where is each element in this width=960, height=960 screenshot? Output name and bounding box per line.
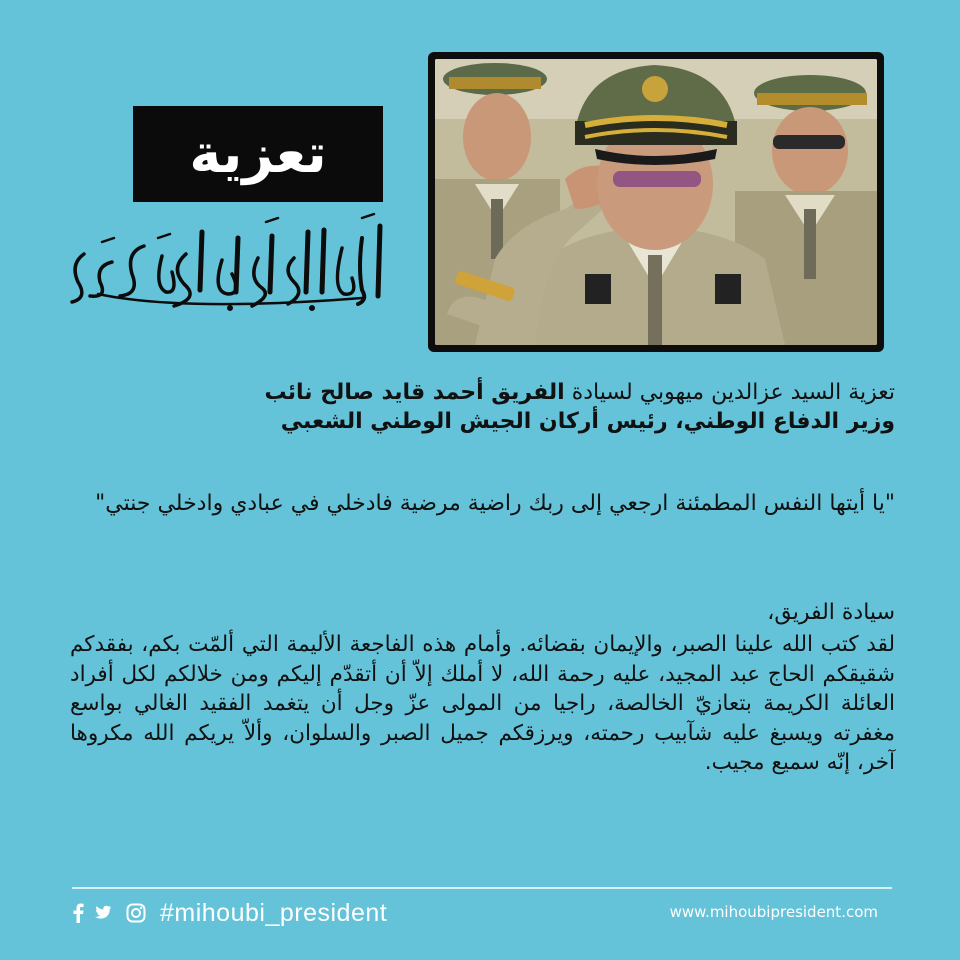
salutation-text: سيادة الفريق، — [767, 600, 895, 625]
twitter-icon[interactable] — [94, 904, 116, 922]
body-text: لقد كتب الله علينا الصبر، والإيمان بقضائه. وأمام هذه الفاجعة الأليمة التي ألمّت بكم، بفقدكم شقيقكم الحاج عبد المجيد، عليه رحمة الله، لا أملك إلاّ أن أتقدّم إليكم ومن خلالكم لكل أفراد العائلة الكريمة بتعازيّ الخالصة، راجيا من المولى عزّ وجل أن يتغمد الفقيد الغالي بواسع مغفرته ويسبغ عليه شآبيب رحمته، ويرزقكم جميل الصبر والسلوان، وألاّ يريكم الله مكروها آخر، إنّه سميع مجيب. — [70, 632, 895, 775]
quran-verse-quote — [70, 488, 895, 519]
headline-bold-line2: وزير الدفاع الوطني، رئيس أركان الجيش الوطني الشعبي — [280, 409, 895, 434]
saluting-officer-photo — [435, 59, 877, 345]
condolence-body — [70, 630, 895, 778]
hashtag-link[interactable]: #mihoubi_president — [160, 898, 388, 927]
photo-frame — [428, 52, 884, 352]
headline-prefix: تعزية السيد عزالدين ميهوبي لسيادة — [564, 380, 895, 405]
quranic-calligraphy — [62, 208, 392, 318]
website-link[interactable]: www.mihoubipresident.com — [669, 903, 878, 921]
footer-divider — [72, 887, 892, 889]
title-badge-text: تعزية — [189, 122, 327, 185]
instagram-icon[interactable] — [126, 903, 146, 923]
title-badge — [133, 106, 383, 202]
social-footer — [72, 897, 387, 929]
headline — [70, 378, 895, 436]
headline-bold-line1: الفريق أحمد قايد صالح نائب — [264, 380, 565, 405]
salutation — [70, 598, 895, 627]
facebook-icon[interactable] — [72, 903, 84, 923]
quote-text: "يا أيتها النفس المطمئنة ارجعي إلى ربك راضية مرضية فادخلي في عبادي وادخلي جنتي" — [95, 491, 895, 516]
